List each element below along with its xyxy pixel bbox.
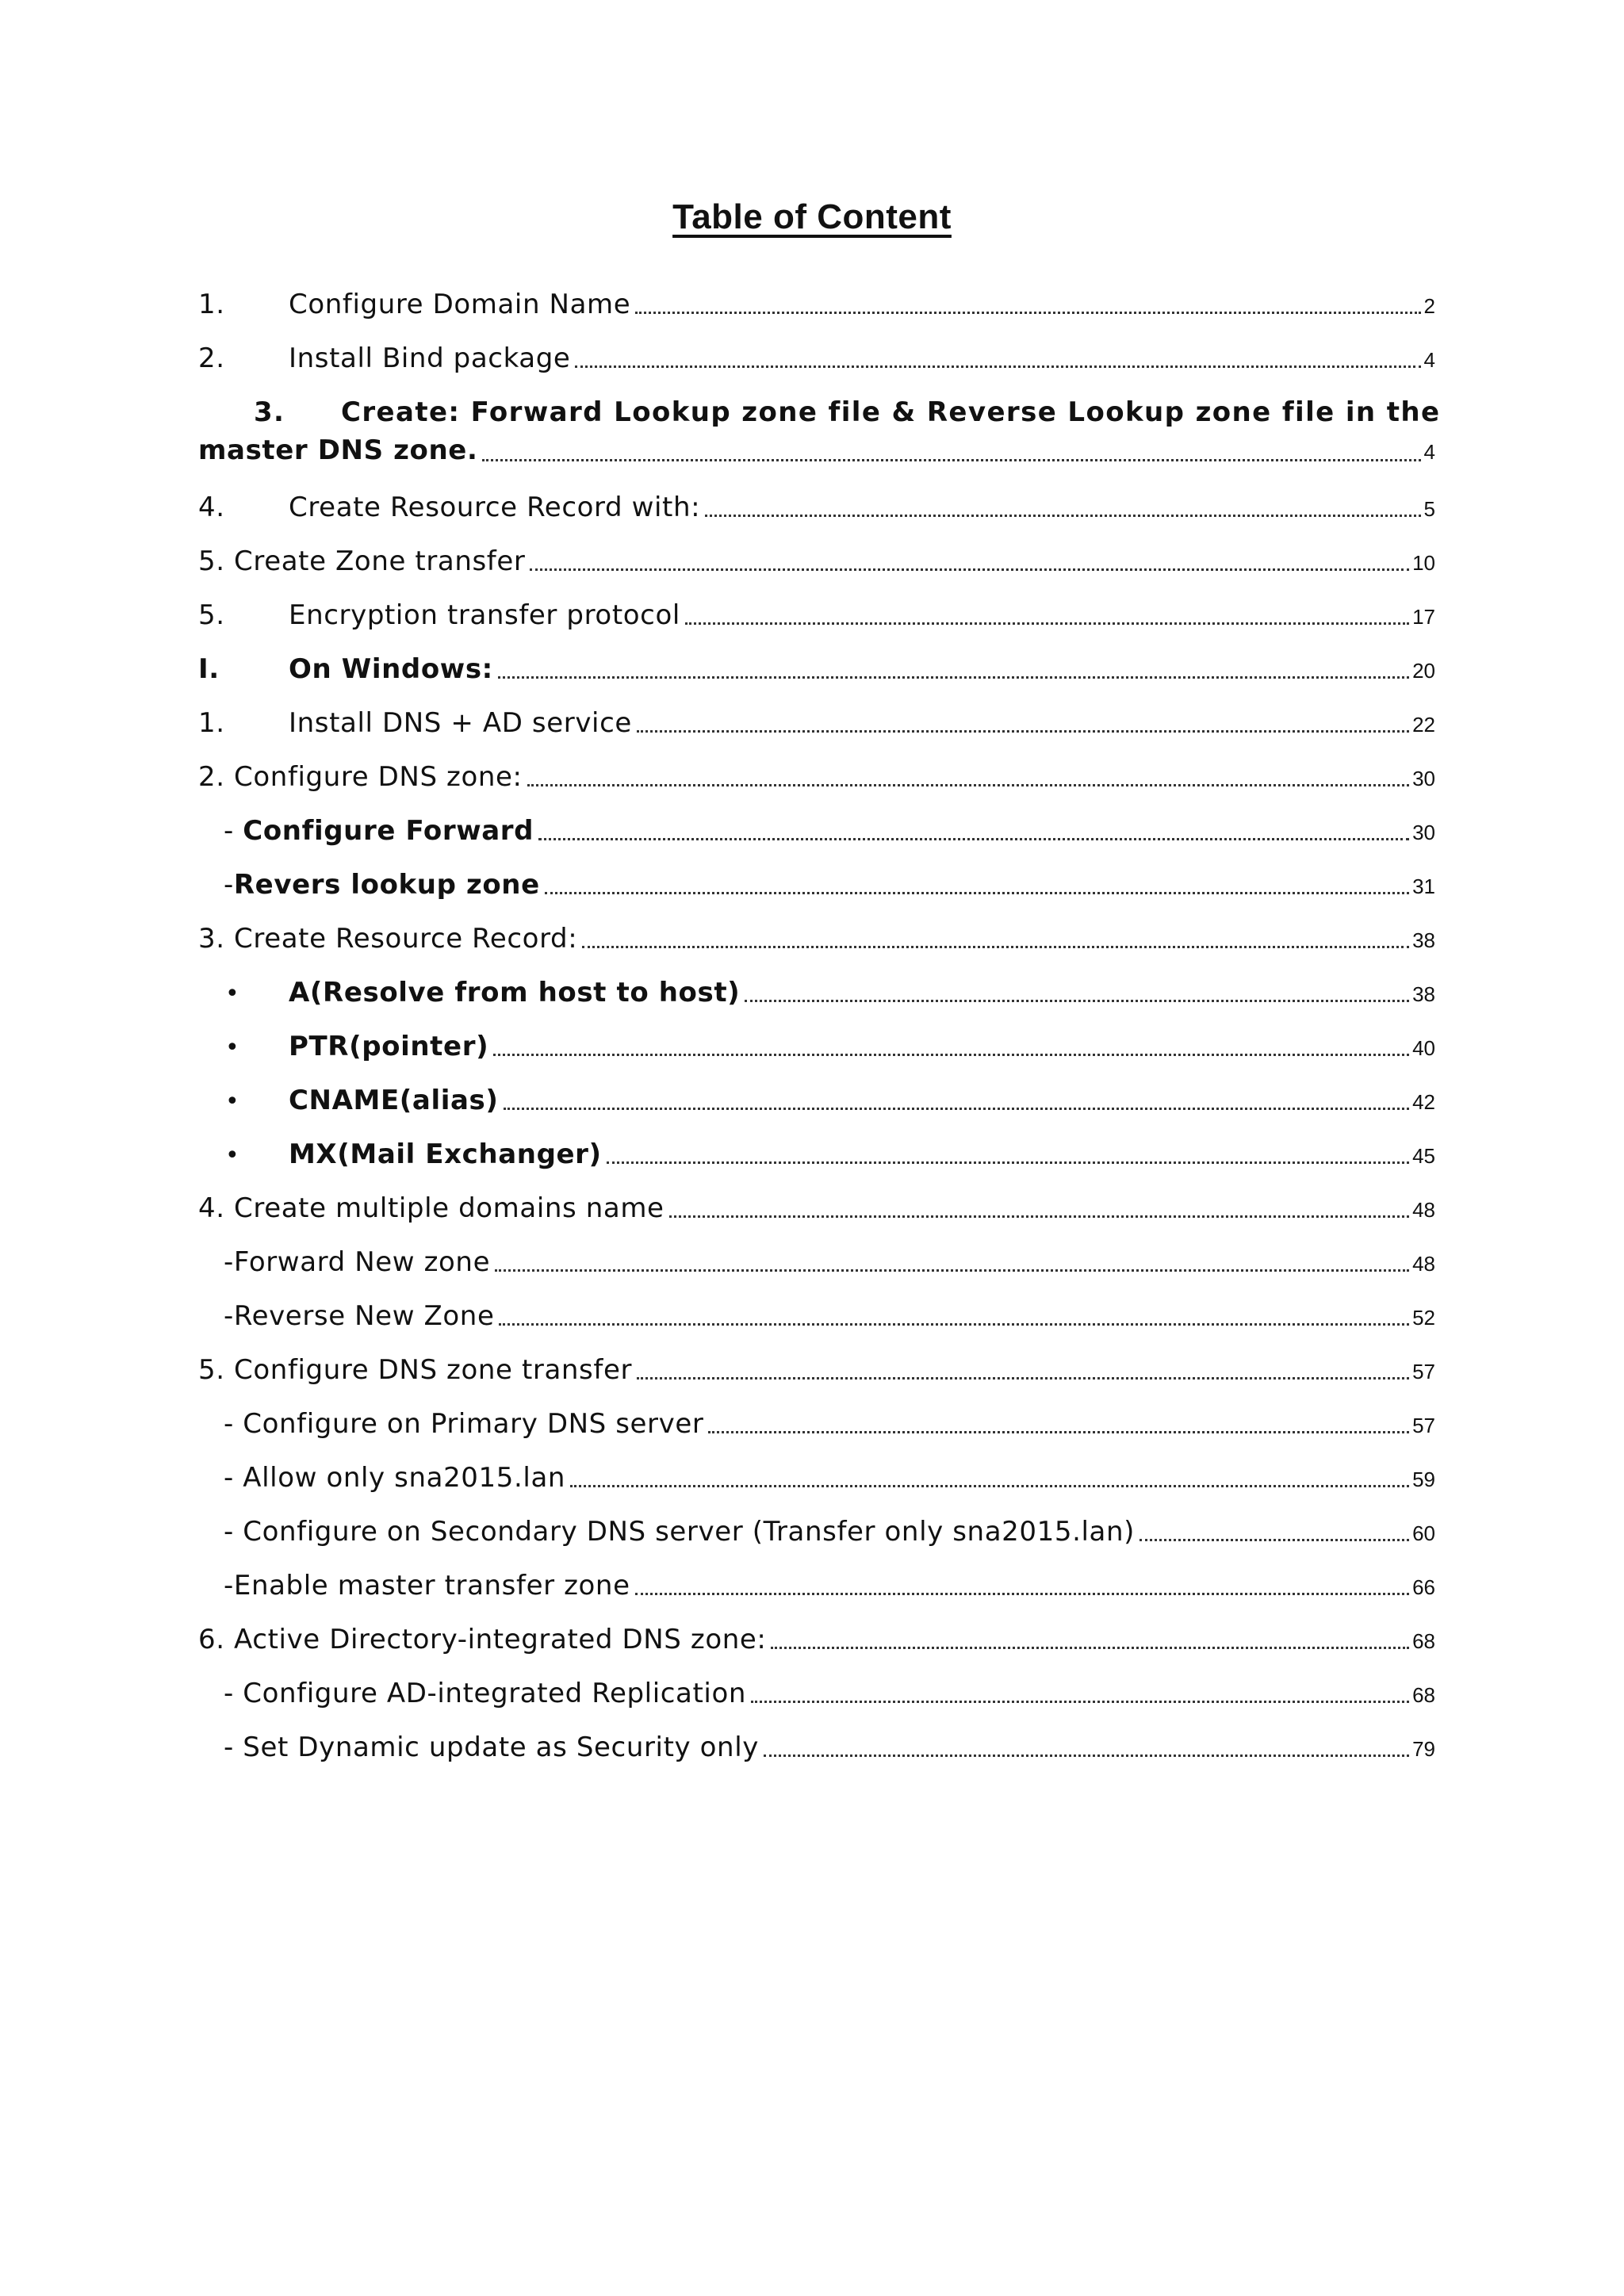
dot-leader (545, 889, 1409, 894)
entry-number: I. (198, 653, 220, 685)
entry-page: 30 (1412, 767, 1435, 790)
entry-page: 68 (1412, 1629, 1435, 1653)
entry-page: 48 (1412, 1252, 1435, 1276)
entry-page: 10 (1412, 551, 1435, 575)
entry-label: Encryption transfer protocol (289, 599, 680, 631)
entry-page: 52 (1412, 1306, 1435, 1330)
dot-leader (607, 1158, 1409, 1164)
entry-label: Configure Domain Name (289, 289, 631, 320)
toc-entry[interactable] (198, 1451, 1435, 1505)
toc-entry[interactable] (198, 1289, 1435, 1343)
toc-entry[interactable] (198, 1559, 1435, 1613)
entry-label: - Configure on Primary DNS server (224, 1408, 704, 1440)
toc-entry[interactable] (198, 1720, 1435, 1774)
entry-label-line2 (198, 423, 1435, 479)
entry-page: 48 (1412, 1198, 1435, 1222)
entry-label: - Allow only sna2015.lan (224, 1462, 566, 1494)
entry-page: 57 (1412, 1414, 1435, 1437)
entry-number: 4. (198, 492, 225, 523)
entry-label: 2. Configure DNS zone: (198, 761, 523, 793)
dot-leader (482, 456, 1420, 461)
dot-leader (530, 565, 1409, 571)
bullet-icon: • (225, 980, 240, 1008)
entry-page: 57 (1412, 1360, 1435, 1383)
toc-entry[interactable] (198, 1181, 1435, 1235)
toc-title: Table of Content (672, 197, 952, 236)
dot-leader (771, 1644, 1409, 1649)
entry-page: 38 (1412, 982, 1435, 1006)
entry-page: 42 (1412, 1090, 1435, 1114)
toc-entry[interactable] (198, 1020, 1435, 1073)
entry-label: PTR(pointer) (289, 1031, 489, 1062)
entry-page: 22 (1412, 713, 1435, 737)
toc-entry[interactable] (198, 912, 1435, 966)
toc-entry[interactable] (198, 966, 1435, 1020)
entry-page: 31 (1412, 874, 1435, 898)
toc-entry[interactable] (198, 534, 1435, 588)
entry-page: 17 (1412, 605, 1435, 629)
dot-leader (570, 1482, 1409, 1487)
entry-label: master DNS zone. (198, 434, 478, 466)
entry-label: Revers lookup zone (233, 869, 540, 901)
dot-leader (745, 997, 1409, 1002)
entry-label: 6. Active Directory-integrated DNS zone: (198, 1624, 767, 1655)
dot-leader (498, 673, 1409, 679)
toc-entry[interactable] (198, 642, 1435, 696)
dot-leader (705, 511, 1420, 517)
entry-label: 3. Create Resource Record: (198, 923, 578, 955)
dot-leader (637, 727, 1409, 733)
entry-page: 60 (1412, 1521, 1435, 1545)
entry-page: 79 (1412, 1737, 1435, 1761)
entry-page: 59 (1412, 1468, 1435, 1491)
bullet-icon: • (225, 1034, 240, 1062)
toc-entry[interactable] (198, 480, 1435, 534)
toc-entry[interactable] (198, 1667, 1435, 1720)
entry-label: CNAME(alias) (289, 1085, 499, 1116)
dot-leader (637, 1374, 1409, 1380)
toc-entry[interactable] (198, 1343, 1435, 1397)
entry-label: 5. Configure DNS zone transfer (198, 1354, 633, 1386)
dot-leader (635, 1590, 1409, 1595)
toc-entry[interactable] (198, 277, 1435, 331)
entry-label: -Reverse New Zone (224, 1300, 495, 1332)
entry-page: 30 (1412, 821, 1435, 844)
toc-list (198, 277, 1441, 1774)
entry-label: A(Resolve from host to host) (289, 977, 741, 1008)
entry-page: 2 (1423, 294, 1435, 318)
entry-label: On Windows: (289, 653, 493, 685)
toc-entry[interactable] (198, 804, 1435, 858)
bullet-icon: • (225, 1142, 240, 1169)
dot-leader (493, 1050, 1409, 1056)
entry-label: -Forward New zone (224, 1246, 491, 1278)
toc-entry[interactable] (198, 1397, 1435, 1451)
dot-leader (499, 1320, 1409, 1326)
toc-entry[interactable] (198, 750, 1435, 804)
entry-label: - Set Dynamic update as Security only (224, 1732, 759, 1763)
dot-leader (708, 1428, 1409, 1433)
toc-entry[interactable] (198, 385, 1441, 480)
entry-label: Create Resource Record with: (289, 492, 701, 523)
toc-entry[interactable] (198, 331, 1435, 385)
dot-leader (669, 1212, 1410, 1218)
entry-label: MX(Mail Exchanger) (289, 1138, 602, 1170)
entry-label: -Enable master transfer zone (224, 1570, 630, 1601)
entry-label: - Configure on Secondary DNS server (Transfer only sna2015.lan) (224, 1516, 1135, 1548)
dot-leader (527, 781, 1409, 786)
toc-entry[interactable] (198, 1127, 1435, 1181)
entry-number: 1. (198, 707, 225, 739)
toc-entry[interactable] (198, 696, 1435, 750)
toc-entry[interactable] (198, 858, 1435, 912)
dot-leader (495, 1266, 1409, 1272)
dot-leader (538, 835, 1409, 840)
toc-entry[interactable] (198, 1235, 1435, 1289)
entry-label: 4. Create multiple domains name (198, 1192, 665, 1224)
dot-leader (635, 308, 1420, 314)
entry-label: - Configure AD-integrated Replication (224, 1678, 747, 1709)
entry-page: 4 (1423, 348, 1435, 372)
dot-leader (751, 1697, 1409, 1703)
entry-number: 5. (198, 599, 225, 631)
dot-leader (575, 362, 1420, 368)
entry-label: Install Bind package (289, 342, 571, 374)
entry-page: 40 (1412, 1036, 1435, 1060)
entry-page: 38 (1412, 928, 1435, 952)
toc-entry[interactable] (198, 1613, 1435, 1667)
entry-label: 5. Create Zone transfer (198, 545, 526, 577)
bullet-icon: • (225, 1088, 240, 1115)
entry-label: Install DNS + AD service (289, 707, 632, 739)
entry-prefix: - (224, 815, 243, 847)
entry-page: 20 (1412, 659, 1435, 683)
entry-page: 45 (1412, 1144, 1435, 1168)
entry-page: 5 (1423, 497, 1435, 521)
toc-entry[interactable] (198, 588, 1435, 642)
entry-number: 2. (198, 342, 225, 374)
entry-page: 4 (1423, 440, 1435, 464)
dot-leader (582, 943, 1409, 948)
dot-leader (764, 1751, 1409, 1757)
dot-leader (504, 1104, 1410, 1110)
entry-page: 68 (1412, 1683, 1435, 1707)
entry-page: 66 (1412, 1575, 1435, 1599)
dot-leader (1139, 1536, 1409, 1541)
entry-label: Configure Forward (243, 815, 534, 847)
entry-number: 3. (254, 396, 285, 428)
entry-number: 1. (198, 289, 225, 320)
toc-entry[interactable] (198, 1505, 1435, 1559)
toc-entry[interactable] (198, 1073, 1435, 1127)
entry-prefix: - (224, 869, 234, 901)
entry-label: Create: Forward Lookup zone file & Reverse Lookup zone file in the (341, 396, 1441, 428)
dot-leader (685, 619, 1409, 625)
